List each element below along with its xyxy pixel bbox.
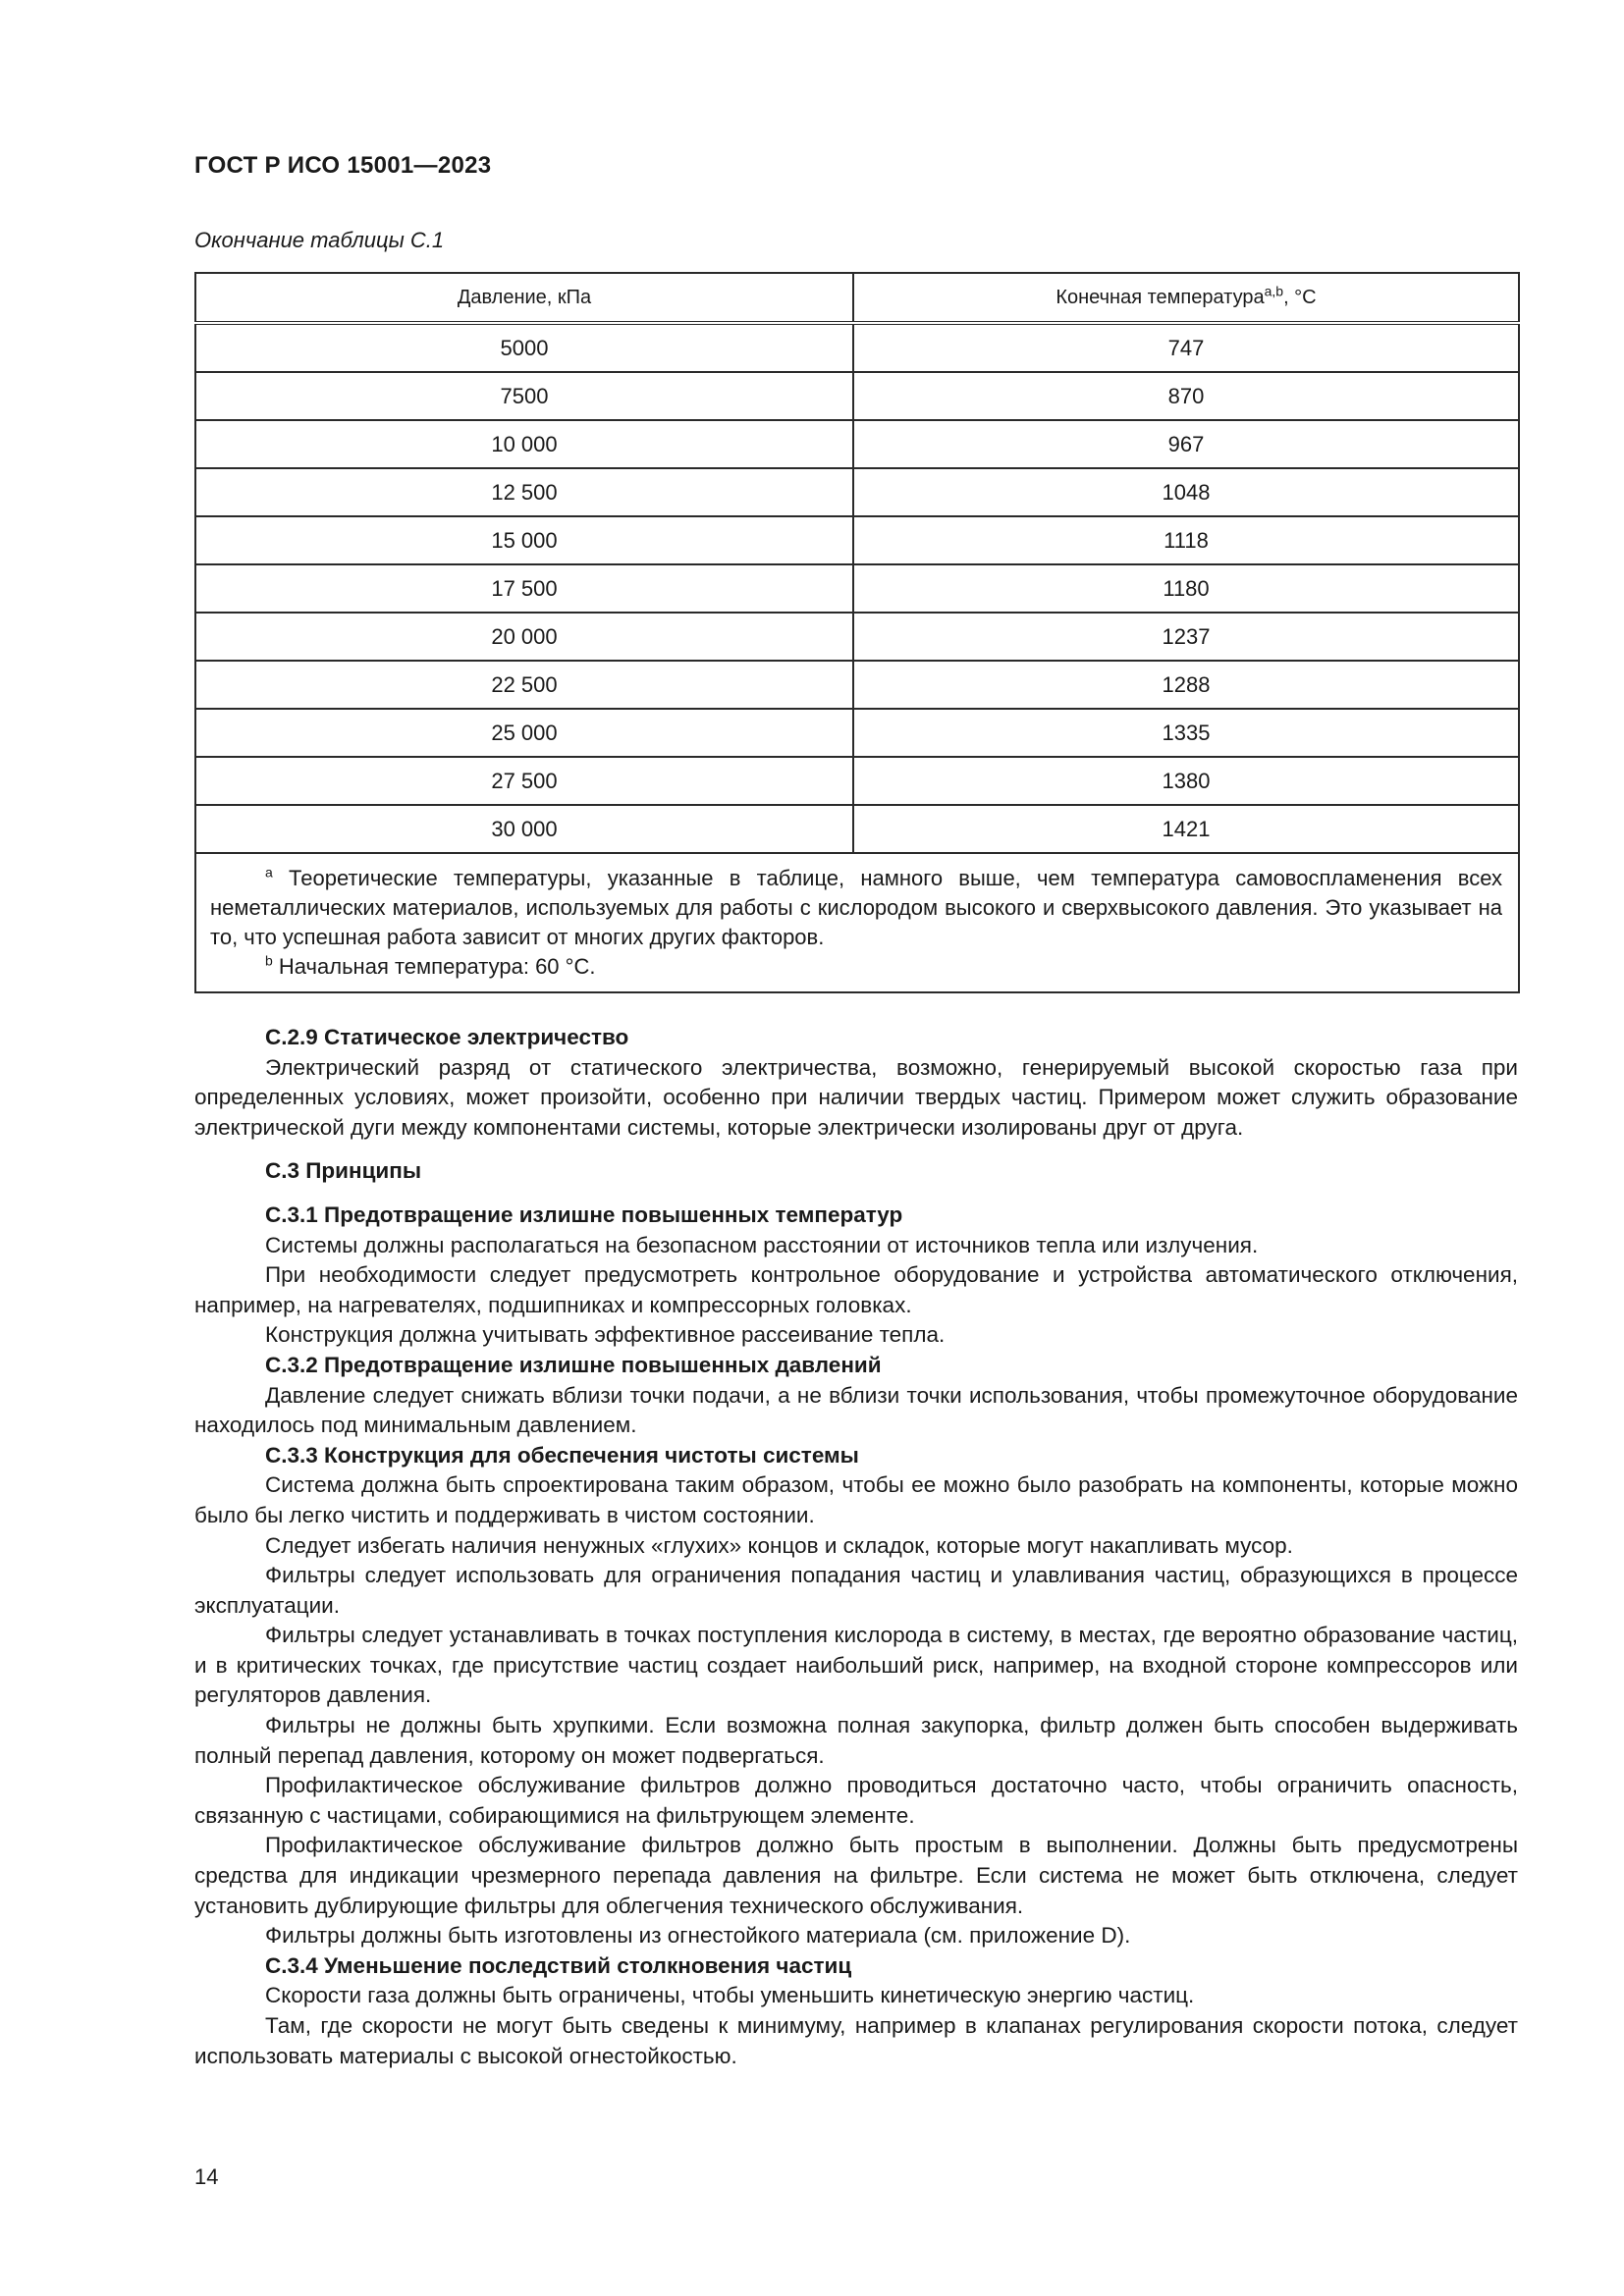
section-heading-c3: С.3 Принципы <box>265 1158 422 1184</box>
pressure-cell: 12 500 <box>195 468 853 516</box>
section-heading-c31: С.3.1 Предотвращение излишне повышенных температур <box>265 1201 903 1227</box>
temperature-cell: 1421 <box>853 805 1519 853</box>
paragraph: Конструкция должна учитывать эффективное рассеивание тепла. <box>265 1322 946 1348</box>
temperature-cell: 1118 <box>853 516 1519 564</box>
paragraph: Фильтры не должны быть хрупкими. Если возможна полная закупорка, фильтр должен быть способен выдерживать полный перепад давления, которому он может подвергаться. <box>194 1713 1518 1768</box>
pressure-cell: 27 500 <box>195 757 853 805</box>
table-body <box>195 323 1519 992</box>
pressure-cell: 15 000 <box>195 516 853 564</box>
paragraph: Там, где скорости не могут быть сведены к минимуму, например в клапанах регулирования скорости потока, следует использовать материалы с высокой огнестойкостью. <box>194 2013 1518 2068</box>
header-footnote-marks: a,b <box>1264 282 1284 298</box>
table-row <box>195 372 1519 420</box>
pressure-cell: 7500 <box>195 372 853 420</box>
table-note-a: $^a$ Теоретические температуры, указанные в таблице, намного выше, чем температура самовоспламенения всех неметаллических материалов, используемых для работы с кислородом высокого и сверхвысокого давления. Это указывает на то, что успешная работа зависит от многих других факторов. <box>210 864 1502 949</box>
table-row <box>195 468 1519 516</box>
temperature-cell: 1335 <box>853 709 1519 757</box>
table-row <box>195 564 1519 613</box>
pressure-cell: 22 500 <box>195 661 853 709</box>
footnote-mark-a: a <box>265 864 273 881</box>
pressure-cell: 20 000 <box>195 613 853 661</box>
column-header-pressure: Давление, кПа <box>195 273 853 323</box>
pressure-cell: 10 000 <box>195 420 853 468</box>
table-row <box>195 661 1519 709</box>
section-heading-c32: С.3.2 Предотвращение излишне повышенных давлений <box>265 1352 882 1377</box>
pressure-cell: 5000 <box>195 323 853 372</box>
paragraph: Скорости газа должны быть ограничены, чтобы уменьшить кинетическую энергию частиц. <box>265 1983 1195 2008</box>
table-row <box>195 709 1519 757</box>
temperature-cell: 1180 <box>853 564 1519 613</box>
temperature-cell: 870 <box>853 372 1519 420</box>
table-notes-row <box>195 853 1519 992</box>
paragraph: Электрический разряд от статического электричества, возможно, генерируемый высокой скоростью газа при определенных условиях, может произойти, особенно при наличии твердых частиц. Примером может служить образование электрической дуги между компонентами системы, которые электрически изолированы друг от друга. <box>194 1054 1518 1140</box>
paragraph: Профилактическое обслуживание фильтров должно быть простым в выполнении. Должны быть предусмотрены средства для индикации чрезмерного перепада давления на фильтре. Если система не может быть отключена, следует установить дублирующие фильтры для облегчения технического обслуживания. <box>194 1833 1518 1918</box>
paragraph: При необходимости следует предусмотреть контрольное оборудование и устройства автоматического отключения, например, на нагревателях, подшипниках и компрессорных головках. <box>194 1262 1518 1317</box>
column-header-temperature: Конечная температура$^{a,b}$, °С <box>853 273 1519 323</box>
paragraph: Фильтры следует устанавливать в точках поступления кислорода в систему, в местах, где вероятно образование частиц, и в критических точках, где присутствие частиц создает наибольший риск, например, на входной стороне компрессоров или регуляторов давления. <box>194 1623 1518 1708</box>
paragraph: Системы должны располагаться на безопасном расстоянии от источников тепла или излучения. <box>265 1232 1259 1257</box>
table-row <box>195 323 1519 372</box>
paragraph: Профилактическое обслуживание фильтров должно проводиться достаточно часто, чтобы ограничить опасность, связанную с частицами, собирающимися на фильтрующем элементе. <box>194 1773 1518 1828</box>
temperature-cell: 967 <box>853 420 1519 468</box>
pressure-cell: 30 000 <box>195 805 853 853</box>
page-number: 14 <box>194 2164 219 2189</box>
paragraph: Фильтры должны быть изготовлены из огнестойкого материала (см. приложение D). <box>265 1923 1131 1949</box>
table-row <box>195 613 1519 661</box>
temperature-cell: 1048 <box>853 468 1519 516</box>
paragraph: Следует избегать наличия ненужных «глухих» концов и складок, которые могут накапливать мусор. <box>265 1532 1293 1558</box>
table-row <box>195 420 1519 468</box>
paragraph: Фильтры следует использовать для ограничения попадания частиц и улавливания частиц, образующихся в процессе эксплуатации. <box>194 1563 1518 1618</box>
temperature-cell: 1288 <box>853 661 1519 709</box>
table-caption: Окончание таблицы С.1 <box>194 228 445 252</box>
pressure-cell: 17 500 <box>195 564 853 613</box>
paragraph: Давление следует снижать вблизи точки подачи, а не вблизи точки использования, чтобы промежуточное оборудование находилось под минимальным давлением. <box>194 1382 1518 1438</box>
section-heading-c29: С.2.9 Статическое электричество <box>265 1025 629 1049</box>
pressure-cell: 25 000 <box>195 709 853 757</box>
table-header-row <box>195 273 1519 323</box>
table-note-b: $^b$ Начальная температура: 60 °С. <box>265 952 596 979</box>
table-row <box>195 516 1519 564</box>
temperature-cell: 747 <box>853 323 1519 372</box>
temperature-cell: 1237 <box>853 613 1519 661</box>
table-notes <box>195 853 1519 992</box>
section-heading-c34: С.3.4 Уменьшение последствий столкновения частиц <box>265 1952 852 1978</box>
document-code-header: ГОСТ Р ИСО 15001—2023 <box>194 152 492 179</box>
paragraph: Система должна быть спроектирована таким образом, чтобы ее можно было разобрать на компоненты, которые можно было бы легко чистить и поддерживать в чистом состоянии. <box>194 1472 1518 1527</box>
document-body <box>194 1023 1518 2071</box>
pressure-temperature-table <box>194 272 1520 993</box>
temperature-cell: 1380 <box>853 757 1519 805</box>
table-row <box>195 805 1519 853</box>
section-heading-c33: С.3.3 Конструкция для обеспечения чистоты системы <box>265 1442 859 1468</box>
footnote-mark-b: b <box>265 952 273 969</box>
table-row <box>195 757 1519 805</box>
